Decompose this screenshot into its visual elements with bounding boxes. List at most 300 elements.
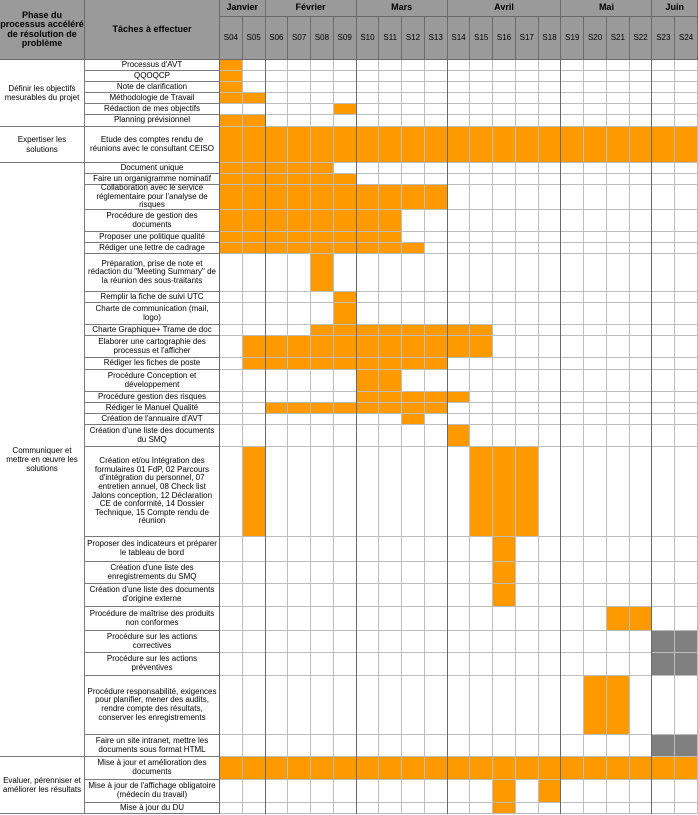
gantt-cell-empty xyxy=(448,414,471,425)
gantt-bar-done xyxy=(266,358,289,370)
gantt-cell-empty xyxy=(607,447,630,537)
gantt-cell-empty xyxy=(561,358,584,370)
gantt-bar-done xyxy=(220,210,243,232)
gantt-bar-done xyxy=(630,607,653,631)
gantt-cell-empty xyxy=(311,607,334,631)
gantt-bar-done xyxy=(425,403,448,414)
gantt-cell-empty xyxy=(584,358,607,370)
gantt-cell-empty xyxy=(357,584,380,607)
gantt-cell-empty xyxy=(584,71,607,82)
gantt-cell-empty xyxy=(493,292,516,303)
gantt-bar-done xyxy=(357,358,380,370)
gantt-cell-empty xyxy=(425,735,448,757)
gantt-bar-done xyxy=(607,757,630,780)
gantt-cell-empty xyxy=(311,392,334,403)
gantt-cell-empty xyxy=(516,185,539,210)
gantt-cell-empty xyxy=(425,163,448,174)
gantt-bar-done xyxy=(402,243,425,254)
gantt-cell-empty xyxy=(539,104,562,115)
gantt-cell-empty xyxy=(675,676,698,735)
gantt-cell-empty xyxy=(425,562,448,584)
gantt-cell-empty xyxy=(652,414,675,425)
gantt-cell-empty xyxy=(470,780,493,803)
gantt-bar-done xyxy=(266,174,289,185)
gantt-cell-empty xyxy=(652,325,675,336)
gantt-cell-empty xyxy=(539,803,562,814)
gantt-cell-empty xyxy=(425,60,448,71)
gantt-cell-empty xyxy=(266,254,289,292)
gantt-cell-empty xyxy=(652,392,675,403)
gantt-bar-done xyxy=(402,336,425,358)
gantt-cell-empty xyxy=(425,537,448,562)
gantt-cell-empty xyxy=(470,82,493,93)
gantt-cell-empty xyxy=(402,210,425,232)
gantt-cell-empty xyxy=(266,537,289,562)
gantt-cell-empty xyxy=(493,425,516,447)
gantt-cell-empty xyxy=(584,370,607,392)
gantt-cell-empty xyxy=(266,425,289,447)
gantt-bar-done xyxy=(379,127,402,163)
gantt-cell-empty xyxy=(243,537,266,562)
gantt-cell-empty xyxy=(561,414,584,425)
gantt-cell-empty xyxy=(516,115,539,127)
gantt-cell-empty xyxy=(311,676,334,735)
gantt-bar-planned xyxy=(675,653,698,676)
gantt-cell-empty xyxy=(516,607,539,631)
gantt-cell-empty xyxy=(334,607,357,631)
gantt-cell-empty xyxy=(448,232,471,243)
gantt-cell-empty xyxy=(539,93,562,104)
gantt-cell-empty xyxy=(266,414,289,425)
gantt-cell-empty xyxy=(561,185,584,210)
gantt-bar-done xyxy=(357,232,380,243)
gantt-bar-done xyxy=(311,174,334,185)
gantt-bar-done xyxy=(266,127,289,163)
task-label: Préparation, prise de note et rédaction du "Meeting Summary" de la réunion des sous-traitants xyxy=(85,254,220,292)
gantt-cell-empty xyxy=(584,163,607,174)
gantt-cell-empty xyxy=(311,562,334,584)
gantt-cell-empty xyxy=(516,232,539,243)
gantt-bar-done xyxy=(584,757,607,780)
gantt-cell-empty xyxy=(607,358,630,370)
gantt-cell-empty xyxy=(516,210,539,232)
gantt-cell-empty xyxy=(584,82,607,93)
gantt-cell-empty xyxy=(652,562,675,584)
gantt-cell-empty xyxy=(539,370,562,392)
gantt-bar-done xyxy=(357,210,380,232)
gantt-cell-empty xyxy=(630,358,653,370)
gantt-cell-empty xyxy=(584,336,607,358)
task-label: Procédure de gestion des documents xyxy=(85,210,220,232)
gantt-cell-empty xyxy=(675,537,698,562)
gantt-cell-empty xyxy=(561,803,584,814)
week-header: S12 xyxy=(402,17,425,60)
gantt-bar-done xyxy=(288,358,311,370)
gantt-cell-empty xyxy=(334,82,357,93)
gantt-cell-empty xyxy=(470,425,493,447)
gantt-cell-empty xyxy=(561,631,584,653)
gantt-bar-done xyxy=(311,243,334,254)
gantt-cell-empty xyxy=(402,115,425,127)
gantt-bar-done xyxy=(243,336,266,358)
gantt-cell-empty xyxy=(470,104,493,115)
gantt-cell-empty xyxy=(516,82,539,93)
gantt-cell-empty xyxy=(448,537,471,562)
gantt-bar-done xyxy=(334,403,357,414)
gantt-cell-empty xyxy=(379,254,402,292)
gantt-bar-done xyxy=(311,254,334,292)
gantt-cell-empty xyxy=(379,115,402,127)
gantt-cell-empty xyxy=(630,631,653,653)
gantt-cell-empty xyxy=(539,676,562,735)
gantt-cell-empty xyxy=(448,653,471,676)
gantt-cell-empty xyxy=(675,607,698,631)
gantt-cell-empty xyxy=(243,370,266,392)
gantt-cell-empty xyxy=(561,780,584,803)
gantt-cell-empty xyxy=(493,414,516,425)
gantt-cell-empty xyxy=(561,676,584,735)
gantt-cell-empty xyxy=(220,447,243,537)
gantt-bar-done xyxy=(288,243,311,254)
gantt-cell-empty xyxy=(675,780,698,803)
gantt-bar-done xyxy=(220,757,243,780)
gantt-bar-done xyxy=(220,82,243,93)
gantt-cell-empty xyxy=(266,780,289,803)
phase-label: Expertiser les solutions xyxy=(0,127,85,163)
gantt-cell-empty xyxy=(334,447,357,537)
gantt-cell-empty xyxy=(357,163,380,174)
gantt-bar-done xyxy=(266,243,289,254)
gantt-cell-empty xyxy=(288,325,311,336)
gantt-cell-empty xyxy=(539,210,562,232)
gantt-cell-empty xyxy=(425,803,448,814)
gantt-cell-empty xyxy=(630,174,653,185)
task-label: Document unique xyxy=(85,163,220,174)
gantt-cell-empty xyxy=(220,358,243,370)
gantt-cell-empty xyxy=(561,292,584,303)
gantt-bar-done xyxy=(561,127,584,163)
gantt-cell-empty xyxy=(607,562,630,584)
task-label: Collaboration avec le service réglementaire pour l'analyse de risques xyxy=(85,185,220,210)
task-label: QQOQCP xyxy=(85,71,220,82)
task-label: Procédure gestion des risques xyxy=(85,392,220,403)
gantt-cell-empty xyxy=(379,803,402,814)
gantt-cell-empty xyxy=(266,82,289,93)
gantt-bar-done xyxy=(220,232,243,243)
gantt-cell-empty xyxy=(243,60,266,71)
gantt-cell-empty xyxy=(243,631,266,653)
gantt-cell-empty xyxy=(379,425,402,447)
gantt-cell-empty xyxy=(402,676,425,735)
gantt-cell-empty xyxy=(334,93,357,104)
gantt-cell-empty xyxy=(311,537,334,562)
gantt-cell-empty xyxy=(402,607,425,631)
gantt-bar-done xyxy=(584,676,607,735)
gantt-cell-empty xyxy=(402,82,425,93)
gantt-bar-done xyxy=(675,127,698,163)
gantt-cell-empty xyxy=(516,93,539,104)
gantt-cell-empty xyxy=(516,104,539,115)
gantt-cell-empty xyxy=(379,60,402,71)
gantt-cell-empty xyxy=(402,562,425,584)
gantt-cell-empty xyxy=(493,358,516,370)
gantt-cell-empty xyxy=(402,292,425,303)
gantt-cell-empty xyxy=(516,303,539,325)
gantt-cell-empty xyxy=(630,71,653,82)
gantt-cell-empty xyxy=(607,163,630,174)
gantt-cell-empty xyxy=(220,676,243,735)
gantt-bar-done xyxy=(334,292,357,303)
gantt-cell-empty xyxy=(675,392,698,403)
gantt-cell-empty xyxy=(539,631,562,653)
gantt-cell-empty xyxy=(448,60,471,71)
task-label: Elaborer une cartographie des processus et l'afficher xyxy=(85,336,220,358)
gantt-bar-done xyxy=(311,185,334,210)
gantt-cell-empty xyxy=(470,414,493,425)
gantt-cell-empty xyxy=(357,115,380,127)
gantt-cell-empty xyxy=(652,607,675,631)
gantt-cell-empty xyxy=(470,631,493,653)
gantt-cell-empty xyxy=(288,653,311,676)
gantt-cell-empty xyxy=(584,414,607,425)
gantt-cell-empty xyxy=(357,631,380,653)
gantt-cell-empty xyxy=(448,370,471,392)
gantt-cell-empty xyxy=(311,292,334,303)
gantt-cell-empty xyxy=(220,336,243,358)
gantt-cell-empty xyxy=(675,425,698,447)
gantt-cell-empty xyxy=(357,653,380,676)
gantt-cell-empty xyxy=(220,392,243,403)
gantt-cell-empty xyxy=(311,803,334,814)
gantt-cell-empty xyxy=(652,676,675,735)
gantt-cell-empty xyxy=(220,414,243,425)
gantt-cell-empty xyxy=(288,392,311,403)
gantt-cell-empty xyxy=(379,537,402,562)
gantt-bar-done xyxy=(311,127,334,163)
gantt-bar-done xyxy=(311,403,334,414)
gantt-cell-empty xyxy=(561,562,584,584)
gantt-cell-empty xyxy=(607,174,630,185)
gantt-cell-empty xyxy=(425,584,448,607)
task-label: Création d'une liste des documents d'origine externe xyxy=(85,584,220,607)
gantt-bar-done xyxy=(379,358,402,370)
gantt-cell-empty xyxy=(539,254,562,292)
gantt-bar-done xyxy=(584,127,607,163)
gantt-cell-empty xyxy=(652,584,675,607)
phase-label: Evaluer, pérenniser et améliorer les résultats xyxy=(0,757,85,814)
gantt-cell-empty xyxy=(311,303,334,325)
gantt-cell-empty xyxy=(379,104,402,115)
gantt-cell-empty xyxy=(266,60,289,71)
gantt-bar-done xyxy=(243,185,266,210)
gantt-cell-empty xyxy=(539,115,562,127)
gantt-cell-empty xyxy=(652,115,675,127)
gantt-cell-empty xyxy=(493,232,516,243)
gantt-cell-empty xyxy=(516,403,539,414)
task-label: Création d'une liste des documents du SMQ xyxy=(85,425,220,447)
task-label: Mise à jour du DU xyxy=(85,803,220,814)
gantt-cell-empty xyxy=(675,243,698,254)
gantt-bar-done xyxy=(266,336,289,358)
gantt-cell-empty xyxy=(266,653,289,676)
week-header: S14 xyxy=(448,17,471,60)
gantt-cell-empty xyxy=(448,584,471,607)
gantt-cell-empty xyxy=(584,210,607,232)
task-label: Charte Graphique+ Trame de doc xyxy=(85,325,220,336)
gantt-cell-empty xyxy=(448,254,471,292)
gantt-cell-empty xyxy=(539,358,562,370)
gantt-cell-empty xyxy=(243,403,266,414)
gantt-cell-empty xyxy=(448,104,471,115)
gantt-cell-empty xyxy=(379,163,402,174)
gantt-cell-empty xyxy=(493,174,516,185)
gantt-cell-empty xyxy=(675,163,698,174)
week-header: S18 xyxy=(539,17,562,60)
gantt-cell-empty xyxy=(493,93,516,104)
gantt-cell-empty xyxy=(584,325,607,336)
gantt-cell-empty xyxy=(220,370,243,392)
gantt-cell-empty xyxy=(584,243,607,254)
month-divider xyxy=(560,0,561,814)
gantt-cell-empty xyxy=(311,115,334,127)
gantt-cell-empty xyxy=(652,210,675,232)
gantt-cell-empty xyxy=(539,336,562,358)
gantt-cell-empty xyxy=(561,425,584,447)
gantt-cell-empty xyxy=(288,537,311,562)
gantt-cell-empty xyxy=(539,447,562,537)
gantt-cell-empty xyxy=(516,562,539,584)
gantt-cell-empty xyxy=(584,392,607,403)
gantt-cell-empty xyxy=(243,653,266,676)
gantt-bar-done xyxy=(288,232,311,243)
gantt-cell-empty xyxy=(311,447,334,537)
gantt-cell-empty xyxy=(334,254,357,292)
gantt-cell-empty xyxy=(493,676,516,735)
gantt-cell-empty xyxy=(493,392,516,403)
gantt-cell-empty xyxy=(539,60,562,71)
gantt-bar-done xyxy=(516,447,539,537)
gantt-bar-done xyxy=(243,174,266,185)
gantt-cell-empty xyxy=(630,254,653,292)
gantt-cell-empty xyxy=(652,60,675,71)
gantt-bar-planned xyxy=(675,631,698,653)
gantt-cell-empty xyxy=(448,71,471,82)
gantt-cell-empty xyxy=(584,803,607,814)
gantt-bar-done xyxy=(493,127,516,163)
gantt-cell-empty xyxy=(334,780,357,803)
gantt-cell-empty xyxy=(425,174,448,185)
gantt-cell-empty xyxy=(630,303,653,325)
gantt-bar-done xyxy=(402,185,425,210)
gantt-cell-empty xyxy=(243,392,266,403)
gantt-cell-empty xyxy=(539,185,562,210)
gantt-cell-empty xyxy=(652,82,675,93)
gantt-cell-empty xyxy=(539,653,562,676)
gantt-cell-empty xyxy=(584,607,607,631)
gantt-bar-done xyxy=(334,174,357,185)
gantt-cell-empty xyxy=(493,82,516,93)
gantt-cell-empty xyxy=(630,104,653,115)
gantt-cell-empty xyxy=(584,653,607,676)
gantt-cell-empty xyxy=(675,562,698,584)
gantt-cell-empty xyxy=(470,243,493,254)
gantt-cell-empty xyxy=(561,653,584,676)
gantt-cell-empty xyxy=(448,243,471,254)
gantt-cell-empty xyxy=(470,93,493,104)
gantt-cell-empty xyxy=(334,537,357,562)
gantt-bar-done xyxy=(561,757,584,780)
gantt-cell-empty xyxy=(357,414,380,425)
gantt-cell-empty xyxy=(402,254,425,292)
gantt-cell-empty xyxy=(493,185,516,210)
gantt-cell-empty xyxy=(334,60,357,71)
gantt-cell-empty xyxy=(311,82,334,93)
gantt-bar-done xyxy=(357,757,380,780)
gantt-bar-done xyxy=(539,780,562,803)
gantt-bar-done xyxy=(470,757,493,780)
gantt-cell-empty xyxy=(311,104,334,115)
gantt-cell-empty xyxy=(607,653,630,676)
gantt-cell-empty xyxy=(357,537,380,562)
task-label: Création et/ou Intégration des formulaires 01 FdP, 02 Parcours d'intégration du personnel, 07 entretien annuel, 08 Check list Jalons conception, 12 Déclaration CE de conformité, 14 Dossier Technique, 15 Compte rendu de réunion xyxy=(85,447,220,537)
task-column-header: Tâches à effectuer xyxy=(85,0,220,60)
gantt-cell-empty xyxy=(516,358,539,370)
gantt-cell-empty xyxy=(334,631,357,653)
gantt-cell-empty xyxy=(288,780,311,803)
gantt-cell-empty xyxy=(288,425,311,447)
gantt-cell-empty xyxy=(539,584,562,607)
gantt-bar-done xyxy=(243,93,266,104)
gantt-cell-empty xyxy=(607,232,630,243)
gantt-cell-empty xyxy=(561,104,584,115)
gantt-cell-empty xyxy=(448,174,471,185)
gantt-cell-empty xyxy=(379,174,402,185)
gantt-cell-empty xyxy=(607,93,630,104)
gantt-cell-empty xyxy=(220,537,243,562)
gantt-bar-done xyxy=(607,607,630,631)
gantt-cell-empty xyxy=(630,653,653,676)
task-label: Procédure sur les actions correctives xyxy=(85,631,220,653)
gantt-bar-done xyxy=(607,676,630,735)
gantt-cell-empty xyxy=(266,71,289,82)
gantt-cell-empty xyxy=(379,735,402,757)
month-header: Juin xyxy=(652,0,698,17)
gantt-cell-empty xyxy=(607,780,630,803)
gantt-cell-empty xyxy=(470,392,493,403)
gantt-cell-empty xyxy=(402,425,425,447)
gantt-cell-empty xyxy=(561,735,584,757)
gantt-cell-empty xyxy=(493,71,516,82)
gantt-cell-empty xyxy=(539,607,562,631)
gantt-cell-empty xyxy=(266,584,289,607)
gantt-cell-empty xyxy=(516,325,539,336)
gantt-cell-empty xyxy=(448,185,471,210)
gantt-cell-empty xyxy=(516,653,539,676)
gantt-cell-empty xyxy=(357,71,380,82)
gantt-cell-empty xyxy=(584,403,607,414)
gantt-cell-empty xyxy=(516,392,539,403)
gantt-cell-empty xyxy=(516,336,539,358)
gantt-cell-empty xyxy=(288,803,311,814)
gantt-cell-empty xyxy=(561,325,584,336)
gantt-cell-empty xyxy=(652,537,675,562)
gantt-cell-empty xyxy=(220,254,243,292)
gantt-cell-empty xyxy=(607,115,630,127)
gantt-cell-empty xyxy=(402,370,425,392)
gantt-cell-empty xyxy=(448,82,471,93)
gantt-bar-done xyxy=(311,336,334,358)
gantt-bar-done xyxy=(379,185,402,210)
